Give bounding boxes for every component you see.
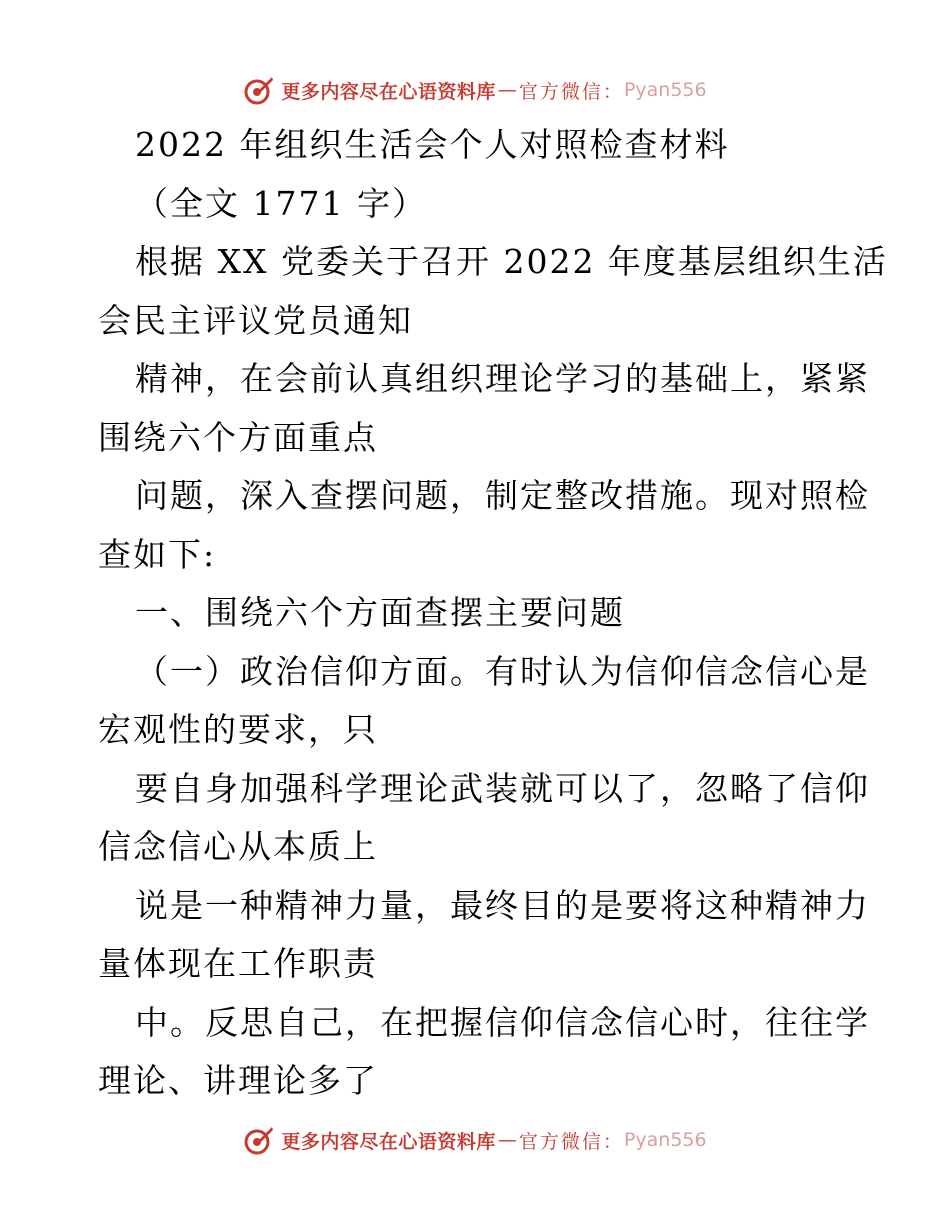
section-heading: 一、围绕六个方面查摆主要问题 (135, 593, 625, 632)
header-watermark (0, 72, 950, 108)
text-line-3: 精神，在会前认真组织理论学习的基础上，紧紧 (135, 359, 870, 398)
text-line-5: 问题，深入查摆问题，制定整改措施。现对照检 (135, 476, 870, 515)
text-line-4: 围绕六个方面重点 (98, 417, 378, 457)
text-line-1: 根据 XX 党委关于召开 2022 年度基层组织生活 (135, 242, 888, 281)
watermark-label: 官方微信： (518, 1130, 624, 1153)
text-line-10: 要自身加强科学理论武装就可以了，忽略了信仰 (135, 768, 870, 808)
word-count: （全文 1771 字） (135, 183, 427, 223)
quill-pen-logo-icon (243, 1124, 275, 1156)
watermark-dash: — (497, 1129, 517, 1151)
text-line-8: （一）政治信仰方面。有时认为信仰信念信心是 (135, 651, 870, 691)
text-line-12: 说是一种精神力量，最终目的是要将这种精神力 (135, 885, 870, 925)
document-title: 2022 年组织生活会个人对照检查材料 (135, 125, 730, 164)
text-line-13: 量体现在工作职责 (98, 944, 378, 983)
document-body (98, 116, 888, 1111)
watermark-label: 官方微信： (518, 80, 624, 103)
text-line-6: 查如下: (98, 534, 217, 574)
text-line-2: 会民主评议党员通知 (98, 300, 413, 340)
text-line-9: 宏观性的要求，只 (98, 710, 378, 749)
watermark-brand: 更多内容尽在心语资料库 (281, 1130, 496, 1153)
footer-watermark (0, 1122, 950, 1158)
text-line-15: 理论、讲理论多了 (98, 1061, 378, 1100)
text-line-11: 信念信心从本质上 (98, 827, 378, 866)
watermark-brand: 更多内容尽在心语资料库 (281, 80, 496, 103)
watermark-dash: — (497, 79, 517, 101)
watermark-id: Pyan556 (623, 1129, 707, 1151)
text-line-14: 中。反思自己，在把握信仰信念信心时，往往学 (135, 1002, 870, 1042)
quill-pen-logo-icon (243, 74, 275, 106)
watermark-id: Pyan556 (623, 79, 707, 101)
